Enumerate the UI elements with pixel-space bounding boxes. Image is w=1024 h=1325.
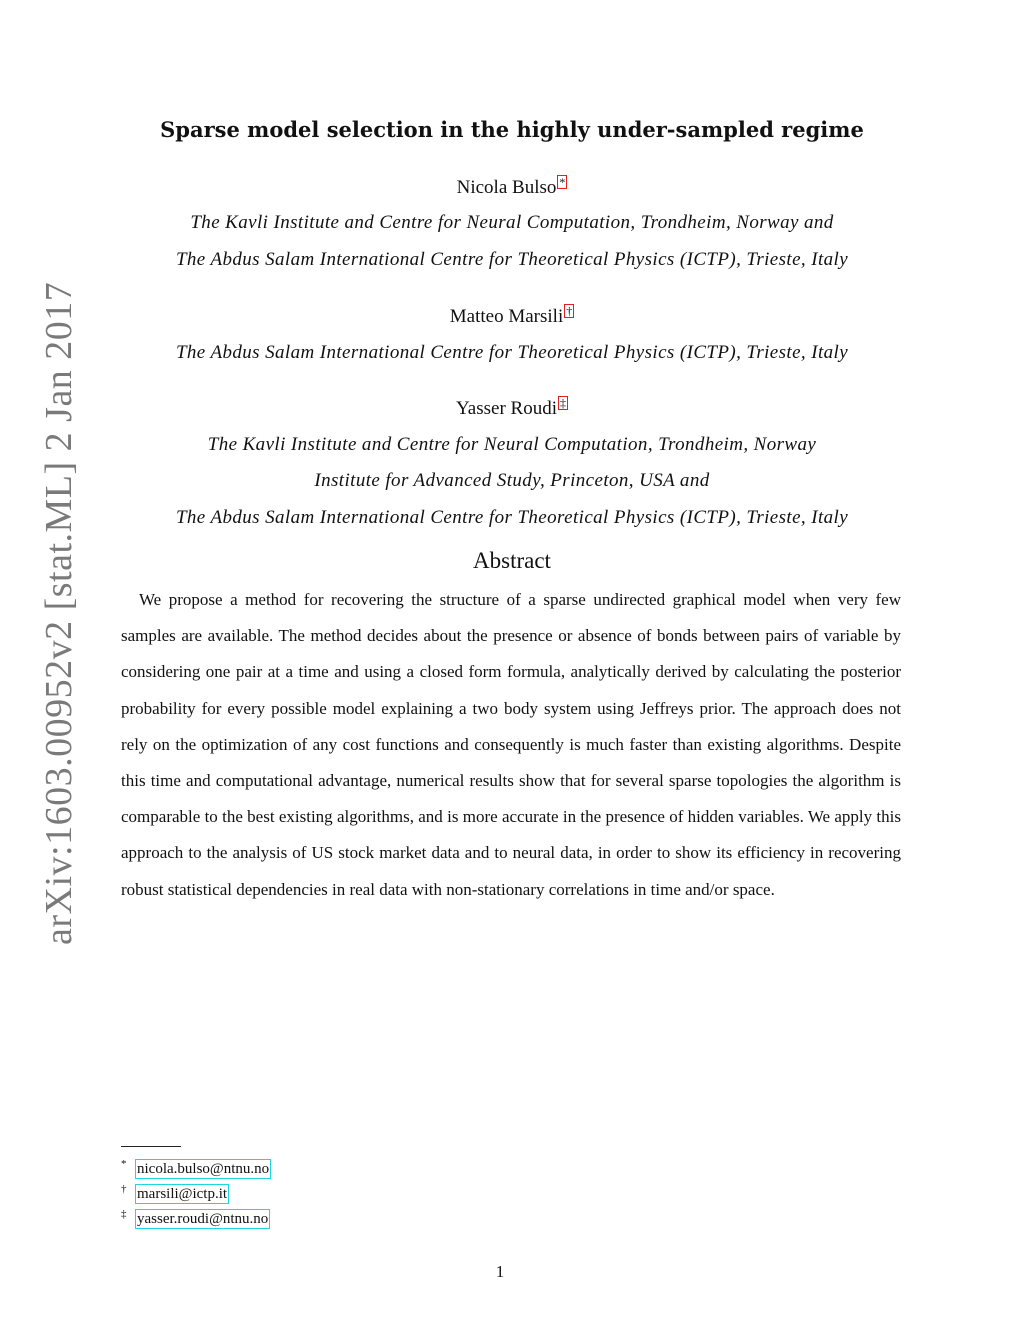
email-link[interactable]: nicola.bulso@ntnu.no xyxy=(137,1161,270,1177)
footnote xyxy=(121,1154,271,1179)
footnote-symbol: † xyxy=(121,1183,127,1195)
footnote-symbol: ‡ xyxy=(121,1208,127,1220)
author-name xyxy=(0,396,1024,421)
author-name xyxy=(0,304,1024,329)
footnote-ref-link[interactable]: ‡ xyxy=(560,396,566,410)
footnote xyxy=(121,1204,270,1229)
page-number: 1 xyxy=(495,1262,505,1281)
author-affiliation: The Abdus Salam International Centre for Theoretical Physics (ICTP), Trieste, Italy xyxy=(175,507,849,528)
footnote-ref-link[interactable]: † xyxy=(566,304,573,318)
email-link[interactable]: yasser.roudi@ntnu.no xyxy=(137,1211,269,1227)
author-affiliation: The Kavli Institute and Centre for Neural Computation, Trondheim, Norway xyxy=(207,434,817,455)
arxiv-identifier-stamp: arXiv:1603.00952v2 [stat.ML] 2 Jan 2017 xyxy=(38,281,80,945)
footnote-ref-link[interactable]: * xyxy=(559,175,566,189)
author-affiliation: The Kavli Institute and Centre for Neural Computation, Trondheim, Norway and xyxy=(190,212,834,233)
author-name-text: Nicola Bulso xyxy=(456,177,557,198)
author-name-text: Yasser Roudi xyxy=(455,398,557,419)
author-affiliation: Institute for Advanced Study, Princeton, USA and xyxy=(314,470,710,491)
author-affiliation: The Abdus Salam International Centre for Theoretical Physics (ICTP), Trieste, Italy xyxy=(175,249,849,270)
footnote xyxy=(121,1179,229,1204)
footnote-symbol: * xyxy=(121,1158,127,1170)
footnote-divider xyxy=(121,1146,181,1147)
author-name-text: Matteo Marsili xyxy=(449,306,564,327)
author-name xyxy=(0,175,1024,200)
abstract-heading: Abstract xyxy=(473,548,551,573)
author-affiliation: The Abdus Salam International Centre for Theoretical Physics (ICTP), Trieste, Italy xyxy=(175,342,849,363)
abstract-body: We propose a method for recovering the structure of a sparse undirected graphical model when very few samples are available. The method decides about the presence or absence of bonds between pairs of variable by considering one pair at a time and using a closed form formula, analytically derived by calculating the posterior probability for every possible model explaining a two body system using Jeffreys prior. The approach does not rely on the optimization of any cost functions and consequently is much faster than existing algorithms. Despite this time and computational advantage, numerical results show that for several sparse topologies the algorithm is comparable to the best existing algorithms, and is more accurate in the presence of hidden variables. We apply this approach to the analysis of US stock market data and to neural data, in order to show its efficiency in recovering robust statistical dependencies in real data with non-stationary correlations in time and/or space. xyxy=(121,590,901,899)
email-link[interactable]: marsili@ictp.it xyxy=(137,1186,228,1202)
paper-title: Sparse model selection in the highly under-sampled regime xyxy=(160,117,864,142)
